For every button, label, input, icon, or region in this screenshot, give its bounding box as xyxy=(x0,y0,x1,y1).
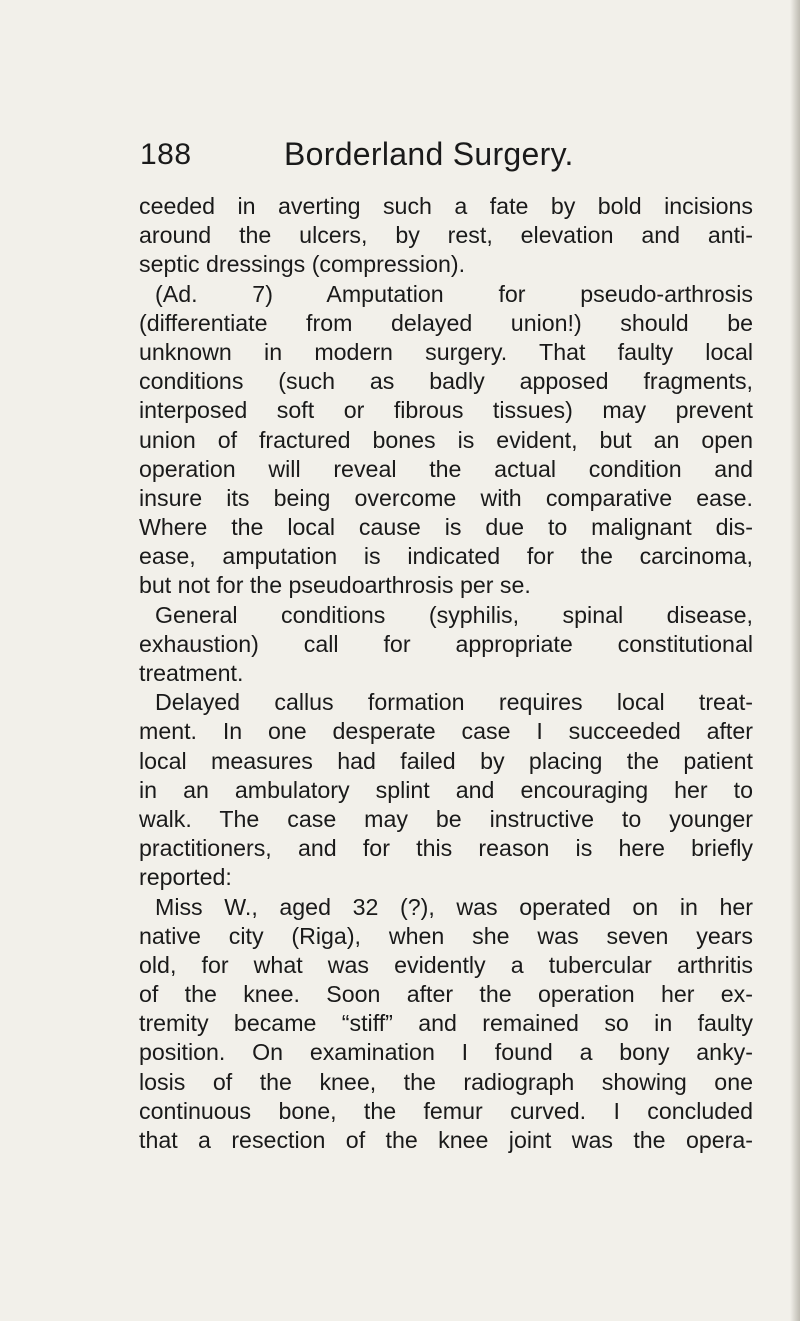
text-line: reported: xyxy=(139,864,232,891)
text-line: walk. The case may be instructive to younger xyxy=(139,805,753,832)
page-edge-shadow xyxy=(790,0,800,1321)
text-line: of the knee. Soon after the operation her ex- xyxy=(139,981,753,1008)
text-line: unknown in modern surgery. That faulty local xyxy=(139,338,753,365)
page-number: 188 xyxy=(140,138,192,171)
text-line: interposed soft or fibrous tissues) may prevent xyxy=(139,397,753,424)
text-line: Miss W., aged 32 (?), was operated on in her xyxy=(155,893,753,920)
text-line: old, for what was evidently a tubercular arthritis xyxy=(139,951,753,978)
text-line: around the ulcers, by rest, elevation and anti- xyxy=(139,222,753,249)
text-line: operation will reveal the actual condition and xyxy=(139,455,753,482)
text-line: exhaustion) call for appropriate constitutional xyxy=(139,630,753,657)
text-line: that a resection of the knee joint was the opera- xyxy=(139,1127,753,1153)
text-line: General conditions (syphilis, spinal disease, xyxy=(155,601,753,628)
text-line: tremity became “stiff” and remained so in faulty xyxy=(139,1010,753,1037)
running-header xyxy=(140,134,660,178)
text-line: Where the local cause is due to malignant dis- xyxy=(139,514,753,541)
text-line: continuous bone, the femur curved. I concluded xyxy=(139,1097,753,1124)
running-title: Borderland Surgery. xyxy=(284,136,574,172)
text-line: losis of the knee, the radiograph showing one xyxy=(139,1068,753,1095)
text-line: union of fractured bones is evident, but an open xyxy=(139,426,753,453)
text-line: Delayed callus formation requires local treat- xyxy=(155,689,753,716)
text-line: ease, amputation is indicated for the carcinoma, xyxy=(139,543,753,570)
text-line: (Ad. 7) Amputation for pseudo-arthrosis xyxy=(155,280,753,307)
text-line: local measures had failed by placing the patient xyxy=(139,747,753,774)
text-line: insure its being overcome with comparative ease. xyxy=(139,484,753,511)
text-line: septic dressings (compression). xyxy=(139,251,466,278)
text-line: treatment. xyxy=(139,660,244,686)
text-line: in an ambulatory splint and encouraging her to xyxy=(139,776,753,803)
text-line: practitioners, and for this reason is here briefly xyxy=(139,835,753,862)
text-line: ment. In one desperate case I succeeded after xyxy=(139,718,753,745)
text-line: native city (Riga), when she was seven years xyxy=(139,922,753,949)
text-line: conditions (such as badly apposed fragments, xyxy=(139,368,753,395)
text-line: (differentiate from delayed union!) should be xyxy=(139,309,753,336)
text-line: ceeded in averting such a fate by bold incisions xyxy=(139,193,753,219)
text-line: but not for the pseudoarthrosis per se. xyxy=(139,572,531,599)
body-text xyxy=(139,192,753,1155)
text-line: position. On examination I found a bony anky- xyxy=(139,1039,753,1066)
